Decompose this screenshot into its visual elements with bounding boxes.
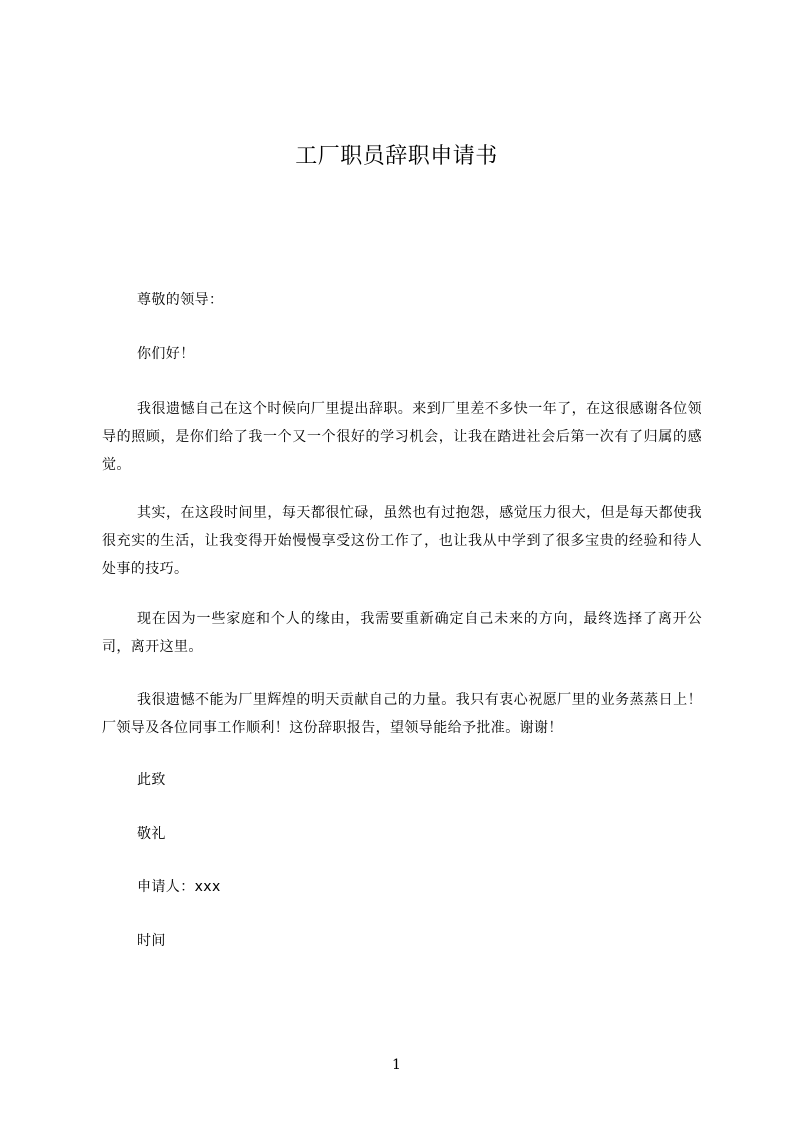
closing-line-1: 此致 [137,772,166,788]
document-title: 工厂职员辞职申请书 [295,144,498,169]
page-number: 1 [392,1057,401,1073]
paragraph-2: 其实，在这段时间里，每天都很忙碌，虽然也有过抱怨，感觉压力很大，但是每天都使我很充实的生活，让我变得开始慢慢享受这份工作了，也让我从中学到了很多宝贵的经验和待人处事的技巧。 [102,505,702,577]
paragraph-3: 现在因为一些家庭和个人的缘由，我需要重新确定自己未来的方向，最终选择了离开公司，离开这里。 [102,611,702,655]
closing-line-2: 敬礼 [137,826,166,842]
time-line: 时间 [137,933,166,949]
paragraph-1: 我很遗憾自己在这个时候向厂里提出辞职。来到厂里差不多快一年了，在这很感谢各位领导的照顾，是你们给了我一个又一个很好的学习机会，让我在踏进社会后第一次有了归属的感觉。 [102,401,702,473]
applicant-line: 申请人：xxx [137,879,221,895]
salutation: 尊敬的领导： [137,292,224,308]
greeting: 你们好！ [137,346,195,362]
paragraph-4: 我很遗憾不能为厂里辉煌的明天贡献自己的力量。我只有衷心祝愿厂里的业务蒸蒸日上！厂领导及各位同事工作顺利！这份辞职报告，望领导能给予批准。谢谢！ [102,692,702,736]
